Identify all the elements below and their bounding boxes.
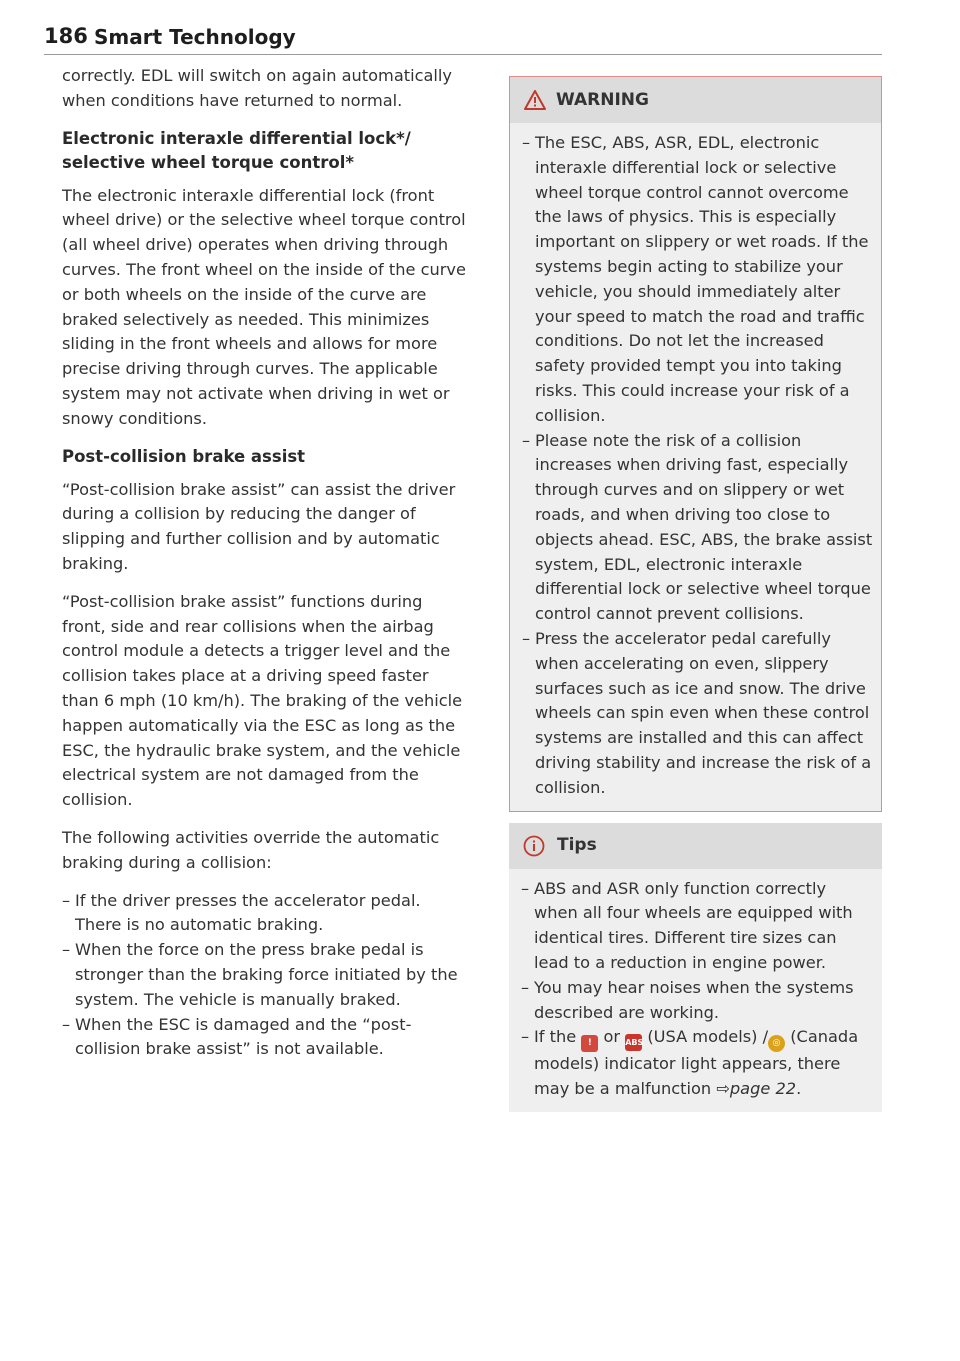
intro-paragraph: correctly. EDL will switch on again automatically when conditions have returned to normal. [62,66,452,110]
warning-header [510,77,881,123]
list-item: – When the ESC is damaged and the “post-collision brake assist” is not available. [62,1014,412,1059]
list-item: – If the ! or ABS (USA models) / ◎ (Canada models) indicator light appears, there may be a malfunction ⇨page 22. [521,1027,859,1099]
list-item: – ABS and ASR only function correctly when all four wheels are equipped with identical tires. Different tire sizes can lead to a reduction in engine power. [521,878,853,972]
list-item: – When the force on the press brake pedal is stronger than the braking force initiated by the system. The vehicle is manually braked. [62,940,458,1009]
warning-list [522,131,873,801]
tips-title: Tips [557,835,597,856]
post-collision-paragraph-2: “Post-collision brake assist” functions during front, side and rear collisions when the airbag control module a detects a trigger level and the collision takes place at a driving speed faster than 6 mph (10 km/h). The braking of the vehicle happen automatically via the ESC as long as the ESC, the hydraulic brake system, and the vehicle electrical system are not damaged from the collision. [62,591,463,810]
warning-title: WARNING [556,89,649,110]
list-item: – Press the accelerator pedal carefully when accelerating on even, slippery surfaces such as ice and snow. The drive wheels can spin even when these control systems are installed and this can affect driving stability and increase the risk of a collision. [522,628,872,797]
list-item: – You may hear noises when the systems described are working. [521,977,854,1022]
interaxle-paragraph: The electronic interaxle differential lock (front wheel drive) or the selective wheel torque control (all wheel drive) operates when driving through curves. The front wheel on the inside of the curve or both wheels on the inside of the curve are braked selectively as needed. This minimizes sliding in the front wheels and allows for more precise driving through curves. The applicable system may not activate when driving in wet or snowy conditions. [62,185,466,428]
page-ref-arrow-icon: ⇨ [716,1079,730,1099]
page-ref-link[interactable]: page 22 [729,1079,797,1099]
right-column [509,76,882,1112]
post-collision-paragraph-1: “Post-collision brake assist” can assist the driver during a collision by reducing the danger of slipping and further collision and by automatic braking. [62,479,456,573]
heading-post-collision: Post-collision brake assist [62,446,306,466]
warning-triangle-icon [524,90,546,110]
tips-header [509,823,882,869]
abs-canada-icon: ◎ [768,1035,785,1052]
override-list [62,889,470,1063]
list-item: – If the driver presses the accelerator pedal. There is no automatic braking. [62,890,421,935]
tips-list [521,877,874,1102]
tips-box [509,823,882,1112]
page-number: 186 [44,24,88,48]
override-intro: The following activities override the automatic braking during a collision: [62,827,440,872]
list-item: – Please note the risk of a collision increases when driving fast, especially through curves and on slippery or wet roads, and when driving too close to objects ahead. ESC, ABS, the brake assist system, EDL, electronic interaxle differential lock or selective wheel torque control cannot prevent collisions. [522,430,873,624]
heading-interaxle-lock: Electronic interaxle differential lock*/ selective wheel torque control* [62,128,411,172]
info-circle-icon [523,835,545,857]
warning-box [509,76,882,812]
brake-warning-icon: ! [581,1035,598,1052]
page-header [44,24,882,55]
left-column [62,64,470,1062]
section-title: Smart Technology [94,25,296,49]
list-item: – The ESC, ABS, ASR, EDL, electronic interaxle differential lock or selective wheel torque control cannot overcome the laws of physics. This is especially important on slippery or wet roads. If the systems begin acting to stabilize your vehicle, you should immediately alter your speed to match the road and traffic conditions. Do not let the increased safety provided tempt you into taking risks. This could increase your risk of a collision. [522,133,869,425]
abs-warning-icon: ABS [625,1034,642,1051]
